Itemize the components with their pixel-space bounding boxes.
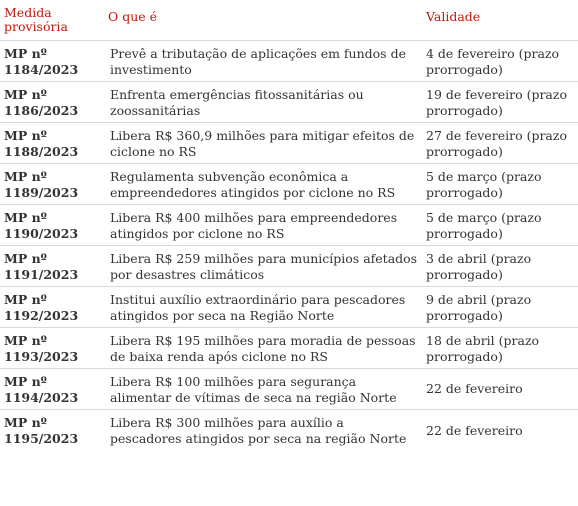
mp-number: MP nº 1193/2023 — [0, 328, 104, 369]
mp-validity: 22 de fevereiro — [422, 369, 578, 410]
header-o-que-e: O que é — [104, 0, 422, 41]
mp-description: Libera R$ 400 milhões para empreendedores atingidos por ciclone no RS — [104, 205, 422, 246]
mp-description: Enfrenta emergências fitossanitárias ou zoossanitárias — [104, 82, 422, 123]
mp-number: MP nº 1194/2023 — [0, 369, 104, 410]
table-row — [0, 369, 578, 410]
mp-description: Libera R$ 259 milhões para municípios afetados por desastres climáticos — [104, 246, 422, 287]
table-row — [0, 164, 578, 205]
mp-description: Libera R$ 195 milhões para moradia de pessoas de baixa renda após ciclone no RS — [104, 328, 422, 369]
mp-number: MP nº 1190/2023 — [0, 205, 104, 246]
mp-number: MP nº 1188/2023 — [0, 123, 104, 164]
header-validade: Validade — [422, 0, 578, 41]
mp-validity: 5 de março (prazo prorrogado) — [422, 205, 578, 246]
mp-validity: 19 de fevereiro (prazo prorrogado) — [422, 82, 578, 123]
mp-number: MP nº 1195/2023 — [4, 415, 79, 446]
mp-number: MP nº 1191/2023 — [0, 246, 104, 287]
table-row — [0, 41, 578, 82]
mp-validity: 3 de abril (prazo prorrogado) — [422, 246, 578, 287]
mp-validity: 5 de março (prazo prorrogado) — [422, 164, 578, 205]
mp-number: MP nº 1192/2023 — [0, 287, 104, 328]
mp-description: Institui auxílio extraordinário para pescadores atingidos por seca na Região Norte — [104, 287, 422, 328]
mp-description: Prevê a tributação de aplicações em fundos de investimento — [104, 41, 422, 82]
table-row — [0, 123, 578, 164]
table-row — [0, 205, 578, 246]
mp-number: MP nº 1186/2023 — [0, 82, 104, 123]
mp-description: Libera R$ 360,9 milhões para mitigar efeitos de ciclone no RS — [104, 123, 422, 164]
mp-validity: 22 de fevereiro — [426, 422, 523, 438]
mp-description: Libera R$ 100 milhões para segurança alimentar de vítimas de seca na região Norte — [104, 369, 422, 410]
mp-validity: 9 de abril (prazo prorrogado) — [422, 287, 578, 328]
table-header-row — [0, 0, 578, 41]
mp-number: MP nº 1189/2023 — [0, 164, 104, 205]
mp-number: MP nº 1184/2023 — [0, 41, 104, 82]
mp-validity: 4 de fevereiro (prazo prorrogado) — [422, 41, 578, 82]
mp-validity: 27 de fevereiro (prazo prorrogado) — [422, 123, 578, 164]
table-row — [0, 328, 578, 369]
table-row — [0, 246, 578, 287]
table-row — [0, 287, 578, 328]
header-medida-provisoria: Medida provisória — [0, 0, 104, 41]
mp-validity: 18 de abril (prazo prorrogado) — [422, 328, 578, 369]
table-row — [0, 410, 578, 451]
mp-description: Regulamenta subvenção econômica a empreendedores atingidos por ciclone no RS — [104, 164, 422, 205]
table-row — [0, 82, 578, 123]
mp-description: Libera R$ 300 milhões para auxílio a pescadores atingidos por seca na região Norte — [110, 415, 407, 446]
